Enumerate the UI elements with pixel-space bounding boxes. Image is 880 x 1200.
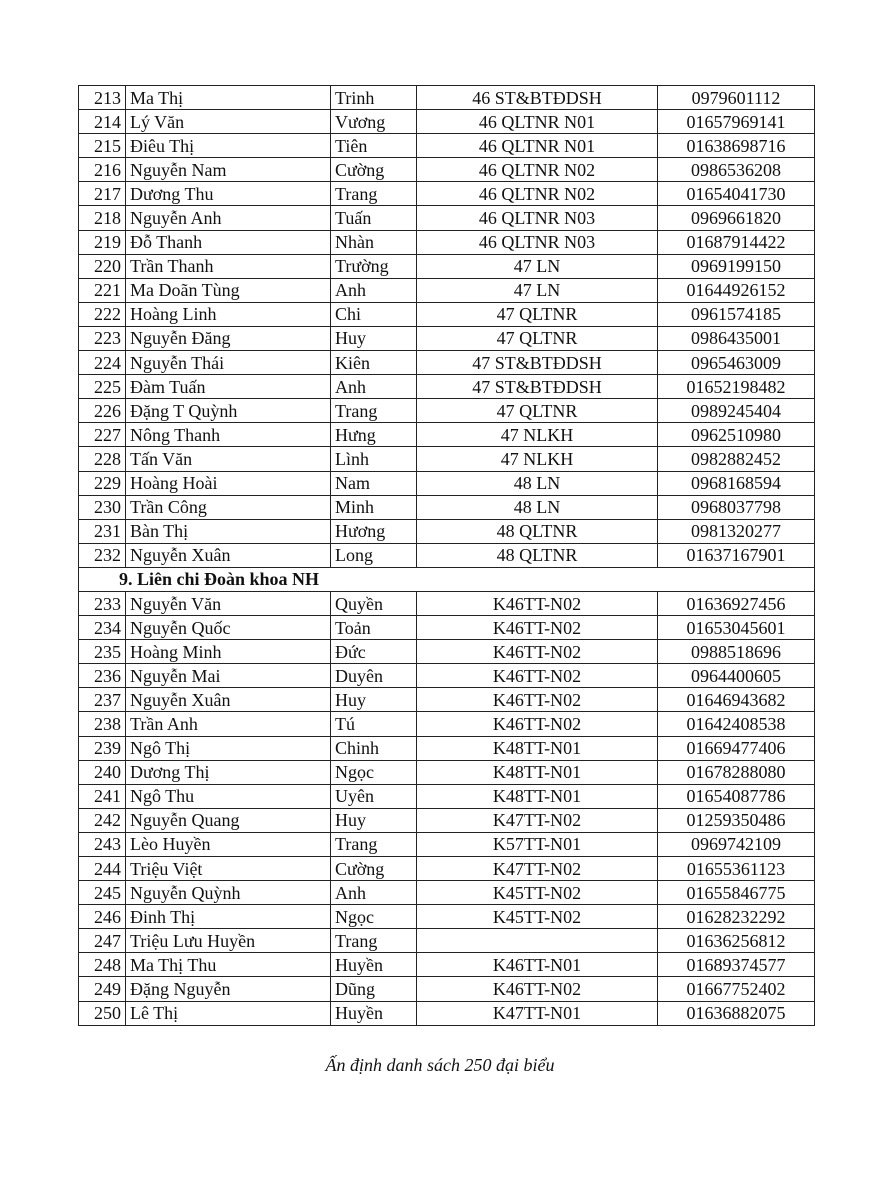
table-row [79, 254, 815, 278]
row-class: K48TT-N01 [417, 736, 658, 760]
row-phone: 01654087786 [658, 784, 815, 808]
row-phone: 0989245404 [658, 399, 815, 423]
row-given-name: Quyền [331, 591, 417, 615]
row-number: 244 [79, 857, 126, 881]
table-row [79, 182, 815, 206]
row-class: 47 ST&BTĐDSH [417, 375, 658, 399]
row-class: 47 LN [417, 254, 658, 278]
row-surname: Dương Thu [126, 182, 331, 206]
row-number: 221 [79, 278, 126, 302]
row-phone: 01638698716 [658, 134, 815, 158]
row-phone: 0968037798 [658, 495, 815, 519]
row-class: 47 QLTNR [417, 302, 658, 326]
row-phone: 01657969141 [658, 110, 815, 134]
row-class: 46 QLTNR N03 [417, 206, 658, 230]
table-row [79, 929, 815, 953]
row-number: 223 [79, 326, 126, 350]
row-number: 234 [79, 616, 126, 640]
table-row [79, 423, 815, 447]
row-surname: Lèo Huyền [126, 832, 331, 856]
row-number: 235 [79, 640, 126, 664]
row-phone: 01653045601 [658, 616, 815, 640]
table-row [79, 905, 815, 929]
row-number: 243 [79, 832, 126, 856]
row-number: 233 [79, 591, 126, 615]
row-given-name: Huy [331, 688, 417, 712]
row-surname: Nguyễn Đăng [126, 326, 331, 350]
row-surname: Trần Công [126, 495, 331, 519]
row-surname: Nguyễn Anh [126, 206, 331, 230]
row-surname: Tấn Văn [126, 447, 331, 471]
row-surname: Nguyễn Nam [126, 158, 331, 182]
row-surname: Nguyễn Quốc [126, 616, 331, 640]
row-phone: 01642408538 [658, 712, 815, 736]
row-surname: Ma Thị Thu [126, 953, 331, 977]
row-surname: Dương Thị [126, 760, 331, 784]
table-row [79, 375, 815, 399]
row-class: K48TT-N01 [417, 760, 658, 784]
row-surname: Điêu Thị [126, 134, 331, 158]
row-surname: Nguyễn Thái [126, 351, 331, 375]
table-row [79, 206, 815, 230]
row-number: 218 [79, 206, 126, 230]
row-number: 228 [79, 447, 126, 471]
row-phone: 0969199150 [658, 254, 815, 278]
row-surname: Nông Thanh [126, 423, 331, 447]
row-class: K46TT-N02 [417, 664, 658, 688]
row-surname: Nguyễn Xuân [126, 688, 331, 712]
row-surname: Triệu Việt [126, 857, 331, 881]
table-row [79, 760, 815, 784]
row-phone: 0986435001 [658, 326, 815, 350]
row-class: K45TT-N02 [417, 881, 658, 905]
row-number: 239 [79, 736, 126, 760]
row-surname: Ma Doãn Tùng [126, 278, 331, 302]
row-class: K46TT-N02 [417, 977, 658, 1001]
row-given-name: Kiên [331, 351, 417, 375]
row-given-name: Duyên [331, 664, 417, 688]
row-given-name: Lình [331, 447, 417, 471]
section-title: 9. Liên chi Đoàn khoa NH [79, 567, 815, 591]
row-given-name: Trang [331, 399, 417, 423]
row-phone: 0981320277 [658, 519, 815, 543]
row-given-name: Hưng [331, 423, 417, 447]
row-given-name: Tuấn [331, 206, 417, 230]
row-given-name: Anh [331, 881, 417, 905]
row-given-name: Huyền [331, 953, 417, 977]
row-class: 46 QLTNR N03 [417, 230, 658, 254]
row-number: 222 [79, 302, 126, 326]
row-phone: 01637167901 [658, 543, 815, 567]
row-class: 46 QLTNR N01 [417, 110, 658, 134]
row-class: K46TT-N02 [417, 712, 658, 736]
row-class: 46 QLTNR N02 [417, 158, 658, 182]
row-surname: Nguyễn Xuân [126, 543, 331, 567]
row-number: 225 [79, 375, 126, 399]
table-row [79, 881, 815, 905]
row-class: 48 QLTNR [417, 519, 658, 543]
row-class: 48 QLTNR [417, 543, 658, 567]
row-class: K47TT-N02 [417, 857, 658, 881]
row-phone: 0969661820 [658, 206, 815, 230]
row-given-name: Huyền [331, 1001, 417, 1025]
row-class: 47 QLTNR [417, 399, 658, 423]
row-class: K46TT-N02 [417, 640, 658, 664]
row-given-name: Đức [331, 640, 417, 664]
row-surname: Ngô Thị [126, 736, 331, 760]
table-row [79, 158, 815, 182]
row-number: 236 [79, 664, 126, 688]
row-phone: 0979601112 [658, 86, 815, 110]
row-given-name: Trang [331, 832, 417, 856]
row-class: 47 LN [417, 278, 658, 302]
row-phone: 01667752402 [658, 977, 815, 1001]
row-phone: 0982882452 [658, 447, 815, 471]
row-class: K47TT-N02 [417, 808, 658, 832]
row-class: K45TT-N02 [417, 905, 658, 929]
row-number: 240 [79, 760, 126, 784]
row-number: 247 [79, 929, 126, 953]
row-class: 46 QLTNR N01 [417, 134, 658, 158]
delegate-table [78, 85, 815, 1026]
table-row [79, 953, 815, 977]
table-row [79, 664, 815, 688]
row-class: 48 LN [417, 495, 658, 519]
row-given-name: Cường [331, 158, 417, 182]
row-class: 47 NLKH [417, 423, 658, 447]
row-class: K46TT-N02 [417, 688, 658, 712]
row-phone: 01259350486 [658, 808, 815, 832]
table-row [79, 591, 815, 615]
table-row [79, 447, 815, 471]
row-given-name: Ngọc [331, 760, 417, 784]
table-row [79, 519, 815, 543]
row-number: 232 [79, 543, 126, 567]
row-number: 250 [79, 1001, 126, 1025]
row-class: 46 ST&BTĐDSH [417, 86, 658, 110]
row-phone: 01644926152 [658, 278, 815, 302]
row-number: 248 [79, 953, 126, 977]
row-given-name: Long [331, 543, 417, 567]
row-surname: Bàn Thị [126, 519, 331, 543]
table-row [79, 134, 815, 158]
row-given-name: Nhàn [331, 230, 417, 254]
table-row [79, 1001, 815, 1025]
row-class: 46 QLTNR N02 [417, 182, 658, 206]
row-number: 220 [79, 254, 126, 278]
row-phone: 0962510980 [658, 423, 815, 447]
row-phone: 0964400605 [658, 664, 815, 688]
table-row [79, 977, 815, 1001]
row-surname: Hoàng Hoài [126, 471, 331, 495]
row-number: 216 [79, 158, 126, 182]
row-phone: 0968168594 [658, 471, 815, 495]
row-surname: Ma Thị [126, 86, 331, 110]
row-class [417, 929, 658, 953]
document-caption: Ấn định danh sách 250 đại biểu [325, 1055, 555, 1075]
table-row [79, 326, 815, 350]
row-surname: Lý Văn [126, 110, 331, 134]
row-number: 246 [79, 905, 126, 929]
row-class: K46TT-N02 [417, 616, 658, 640]
row-number: 219 [79, 230, 126, 254]
table-row [79, 302, 815, 326]
row-given-name: Tiên [331, 134, 417, 158]
row-surname: Nguyễn Quang [126, 808, 331, 832]
row-number: 237 [79, 688, 126, 712]
row-phone: 0988518696 [658, 640, 815, 664]
row-number: 226 [79, 399, 126, 423]
row-phone: 01687914422 [658, 230, 815, 254]
row-given-name: Chi [331, 302, 417, 326]
row-given-name: Uyên [331, 784, 417, 808]
row-phone: 01655846775 [658, 881, 815, 905]
row-surname: Đinh Thị [126, 905, 331, 929]
row-number: 238 [79, 712, 126, 736]
row-surname: Trần Thanh [126, 254, 331, 278]
row-number: 213 [79, 86, 126, 110]
row-class: K57TT-N01 [417, 832, 658, 856]
row-phone: 01646943682 [658, 688, 815, 712]
table-row [79, 784, 815, 808]
row-given-name: Dũng [331, 977, 417, 1001]
row-given-name: Hương [331, 519, 417, 543]
row-phone: 01652198482 [658, 375, 815, 399]
row-number: 242 [79, 808, 126, 832]
table-row [79, 688, 815, 712]
row-class: 47 ST&BTĐDSH [417, 351, 658, 375]
table-row [79, 857, 815, 881]
table-row [79, 471, 815, 495]
row-number: 249 [79, 977, 126, 1001]
row-number: 215 [79, 134, 126, 158]
row-surname: Hoàng Minh [126, 640, 331, 664]
row-class: 48 LN [417, 471, 658, 495]
row-surname: Nguyễn Văn [126, 591, 331, 615]
row-given-name: Toản [331, 616, 417, 640]
table-row [79, 543, 815, 567]
row-given-name: Nam [331, 471, 417, 495]
row-phone: 0965463009 [658, 351, 815, 375]
row-surname: Hoàng Linh [126, 302, 331, 326]
row-class: K47TT-N01 [417, 1001, 658, 1025]
row-number: 217 [79, 182, 126, 206]
row-given-name: Trường [331, 254, 417, 278]
table-row [79, 110, 815, 134]
row-surname: Lê Thị [126, 1001, 331, 1025]
row-phone: 01689374577 [658, 953, 815, 977]
row-given-name: Trang [331, 182, 417, 206]
row-phone: 0961574185 [658, 302, 815, 326]
row-given-name: Minh [331, 495, 417, 519]
row-given-name: Huy [331, 326, 417, 350]
row-surname: Ngô Thu [126, 784, 331, 808]
table-row [79, 832, 815, 856]
row-surname: Đỗ Thanh [126, 230, 331, 254]
row-given-name: Trinh [331, 86, 417, 110]
row-number: 224 [79, 351, 126, 375]
table-row [79, 712, 815, 736]
row-phone: 01655361123 [658, 857, 815, 881]
table-row [79, 230, 815, 254]
row-number: 241 [79, 784, 126, 808]
row-class: K46TT-N02 [417, 591, 658, 615]
table-row [79, 278, 815, 302]
table-row [79, 616, 815, 640]
table-row [79, 640, 815, 664]
row-given-name: Chinh [331, 736, 417, 760]
row-phone: 0986536208 [658, 158, 815, 182]
row-surname: Đặng T Quỳnh [126, 399, 331, 423]
row-surname: Nguyễn Mai [126, 664, 331, 688]
row-phone: 01636882075 [658, 1001, 815, 1025]
row-phone: 0969742109 [658, 832, 815, 856]
section-header-row [79, 567, 815, 591]
row-surname: Đặng Nguyễn [126, 977, 331, 1001]
row-surname: Triệu Lưu Huyền [126, 929, 331, 953]
row-surname: Nguyễn Quỳnh [126, 881, 331, 905]
row-phone: 01636927456 [658, 591, 815, 615]
row-number: 227 [79, 423, 126, 447]
row-given-name: Ngọc [331, 905, 417, 929]
row-surname: Trần Anh [126, 712, 331, 736]
row-given-name: Tú [331, 712, 417, 736]
row-given-name: Anh [331, 278, 417, 302]
table-row [79, 86, 815, 110]
table-row [79, 399, 815, 423]
row-number: 245 [79, 881, 126, 905]
row-given-name: Anh [331, 375, 417, 399]
row-class: 47 QLTNR [417, 326, 658, 350]
row-number: 214 [79, 110, 126, 134]
table-row [79, 351, 815, 375]
delegate-table-body [79, 86, 815, 1026]
row-phone: 01654041730 [658, 182, 815, 206]
row-class: K46TT-N01 [417, 953, 658, 977]
row-surname: Đàm Tuấn [126, 375, 331, 399]
row-class: K48TT-N01 [417, 784, 658, 808]
row-phone: 01636256812 [658, 929, 815, 953]
table-row [79, 495, 815, 519]
table-row [79, 808, 815, 832]
row-phone: 01678288080 [658, 760, 815, 784]
row-given-name: Vương [331, 110, 417, 134]
row-phone: 01628232292 [658, 905, 815, 929]
row-given-name: Huy [331, 808, 417, 832]
row-phone: 01669477406 [658, 736, 815, 760]
row-given-name: Trang [331, 929, 417, 953]
table-row [79, 736, 815, 760]
row-class: 47 NLKH [417, 447, 658, 471]
row-number: 229 [79, 471, 126, 495]
row-given-name: Cường [331, 857, 417, 881]
row-number: 230 [79, 495, 126, 519]
row-number: 231 [79, 519, 126, 543]
